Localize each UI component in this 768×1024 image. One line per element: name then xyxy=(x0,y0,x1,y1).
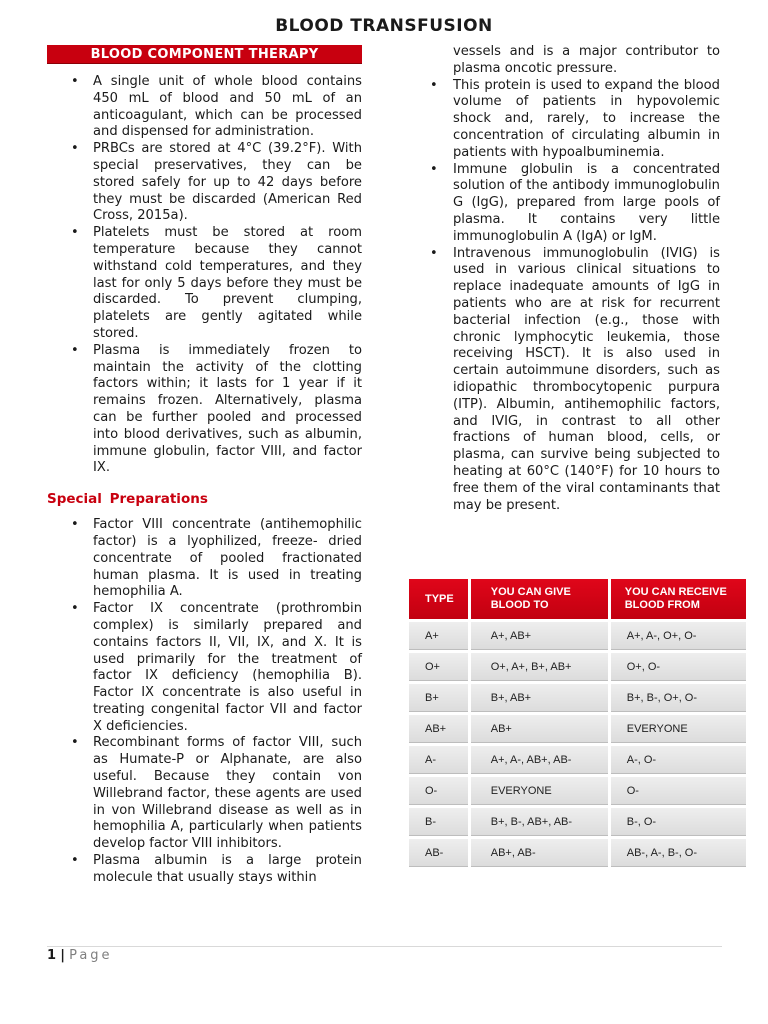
give-cell: O+, A+, B+, AB+ xyxy=(471,653,608,681)
type-cell: B+ xyxy=(409,684,468,712)
list-item: • This protein is used to expand the blood volume of patients in hypovolemic shock and, rarely, to increase the concentration of circulating albumin in patients with hypoalbuminemia. xyxy=(430,78,720,162)
give-cell: EVERYONE xyxy=(471,777,608,805)
table-row xyxy=(409,653,746,681)
list-item: • PRBCs are stored at 4°C (39.2°F). With special preservatives, they can be stored safely for up to 42 days before they must be discarded (American Red Cross, 2015a). xyxy=(47,141,362,225)
page-label: Page xyxy=(69,948,113,963)
header-receive-from: YOU CAN RECEIVE BLOOD FROM xyxy=(611,579,746,619)
give-cell: B+, AB+ xyxy=(471,684,608,712)
type-cell: AB- xyxy=(409,839,468,867)
list-item: • Platelets must be stored at room temperature because they cannot withstand cold temperatures, and they last for only 5 days before they must be discarded. To prevent clumping, platelets are gently agitated while stored. xyxy=(47,225,362,343)
footer-divider xyxy=(47,946,722,947)
page-footer xyxy=(47,948,113,963)
left-column xyxy=(47,45,362,887)
special-preparations-heading: Special Preparations xyxy=(47,491,208,508)
list-item: • A single unit of whole blood contains 450 mL of blood and 50 mL of an anticoagulant, which can be processed and dispensed for administration. xyxy=(47,74,362,141)
give-cell: AB+ xyxy=(471,715,608,743)
receive-cell: A+, A-, O+, O- xyxy=(611,622,746,650)
type-cell: O+ xyxy=(409,653,468,681)
continued-text: vessels and is a major contributor to plasma oncotic pressure. xyxy=(453,44,720,76)
page-number: 1 xyxy=(47,948,57,963)
table-row xyxy=(409,746,746,774)
type-cell: A+ xyxy=(409,622,468,650)
give-cell: AB+, AB- xyxy=(471,839,608,867)
special-preparations-list xyxy=(47,517,362,887)
type-cell: A- xyxy=(409,746,468,774)
receive-cell: O- xyxy=(611,777,746,805)
receive-cell: O+, O- xyxy=(611,653,746,681)
give-cell: B+, B-, AB+, AB- xyxy=(471,808,608,836)
table-header-row xyxy=(409,579,746,619)
list-item: • Intravenous immunoglobulin (IVIG) is used in various clinical situations to replace inadequate amounts of IgG in patients who are at risk for recurrent bacterial infection (e.g., those with chronic lymphocytic leukemia, those receiving HSCT). It is also used in certain autoimmune disorders, such as idiopathic thrombocytopenic purpura (ITP). Albumin, antihemophilic factors, and IVIG, in contrast to all other fractions of human blood, cells, or plasma, can survive being subjected to heating at 60°C (140°F) for 10 hours to free them of the viral contaminants that may be present. xyxy=(430,246,720,515)
table-row xyxy=(409,839,746,867)
receive-cell: B-, O- xyxy=(611,808,746,836)
list-item: • Factor VIII concentrate (antihemophilic factor) is a lyophilized, freeze- dried concentrate of pooled fractionated human plasma. It is used in treating hemophilia A. xyxy=(47,517,362,601)
receive-cell: A-, O- xyxy=(611,746,746,774)
table-row xyxy=(409,622,746,650)
section-banner-blood-component-therapy: BLOOD COMPONENT THERAPY xyxy=(47,45,362,64)
list-item: • Factor IX concentrate (prothrombin complex) is similarly prepared and contains factors II, VII, IX, and X. It is used primarily for the treatment of factor IX deficiency (hemophilia B). Factor IX concentrate is also useful in treating congenital factor VII and factor X deficiencies. xyxy=(47,601,362,735)
page-title: BLOOD TRANSFUSION xyxy=(275,16,493,36)
type-cell: O- xyxy=(409,777,468,805)
header-give-to: YOU CAN GIVE BLOOD TO xyxy=(471,579,608,619)
component-therapy-list xyxy=(47,74,362,477)
header-type: TYPE xyxy=(409,579,468,619)
special-preparations-list-continued xyxy=(430,78,720,515)
list-item: • Plasma albumin is a large protein molecule that usually stays within xyxy=(47,853,362,887)
list-item: • Immune globulin is a concentrated solution of the antibody immunoglobulin G (IgG), prepared from large pools of plasma. It contains very little immunoglobulin A (IgA) or IgM. xyxy=(430,162,720,246)
right-column xyxy=(430,44,720,514)
table-row xyxy=(409,715,746,743)
type-cell: B- xyxy=(409,808,468,836)
list-item: • Plasma is immediately frozen to maintain the activity of the clotting factors within; it lasts for 1 year if it remains frozen. Alternatively, plasma can be further pooled and processed into blood derivatives, such as albumin, immune globulin, factor VIII, and factor IX. xyxy=(47,343,362,477)
type-cell: AB+ xyxy=(409,715,468,743)
blood-compatibility-table xyxy=(406,576,749,870)
give-cell: A+, A-, AB+, AB- xyxy=(471,746,608,774)
list-item: • Recombinant forms of factor VIII, such as Humate-P or Alphanate, are also useful. Because they contain von Willebrand factor, these agents are used in von Willebrand disease as well as in hemophilia A, particularly when patients develop factor VIII inhibitors. xyxy=(47,735,362,853)
receive-cell: EVERYONE xyxy=(611,715,746,743)
receive-cell: AB-, A-, B-, O- xyxy=(611,839,746,867)
give-cell: A+, AB+ xyxy=(471,622,608,650)
receive-cell: B+, B-, O+, O- xyxy=(611,684,746,712)
footer-separator: | xyxy=(60,948,65,963)
table-row xyxy=(409,777,746,805)
table-row xyxy=(409,808,746,836)
table-row xyxy=(409,684,746,712)
